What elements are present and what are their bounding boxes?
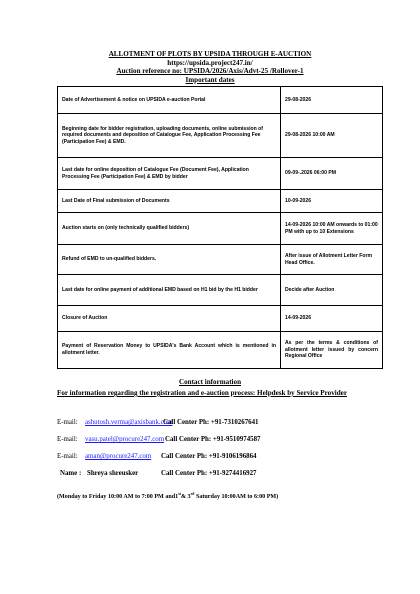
table-row [58,275,383,306]
section-subtitle: Important dates [185,75,235,84]
email-label: E-mail: [57,419,78,426]
call-center-phone: Call Center Ph: +91-9510974587 [165,436,261,443]
contact-row [57,436,261,443]
date-cell: Decide after Auction [281,275,383,306]
table-row [58,87,383,114]
table-row [58,158,383,190]
event-cell: Beginning date for bidder registration, uploading documents, online submission of required documents and deposition of Catalogue Fee, Application Processing Fee (Participation Fee) & EMD. [58,114,281,158]
call-center-phone: Call Center Ph: +91-7310267641 [163,419,259,426]
date-cell: After issue of Allotment Letter Form Head Office. [281,245,383,275]
email-link[interactable]: aman@procure247.com [85,453,152,460]
email-link[interactable]: vasu.patel@procure247.com [85,436,165,443]
hours-text: & 3 [180,494,191,501]
date-cell: 14-09-2026 [281,306,383,332]
auction-reference: Auction reference no: UPSIDA/2026/Axis/Advt-25 /Rollover-1 [116,67,304,76]
contact-row [57,453,257,460]
table-row [58,114,383,158]
call-center-phone: Call Center Ph: +91-9106196864 [161,453,257,460]
hours-superscript: st [178,492,181,496]
contact-title: Contact information [178,378,242,386]
email-label: E-mail: [57,436,78,443]
date-cell: 14-09-2026 10:00 AM onwards to 01:00 PM with up to 10 Extensions [281,213,383,245]
date-cell: 29-08-2026 10:00 AM [281,114,383,158]
contact-name: Shreya shreusker [87,470,139,477]
event-cell: Payment of Reservation Money to UPSIDA's Bank Account which is mentioned in allotment letter. [58,332,281,369]
hours-text: (Monday to Friday 10:00 AM to 7:00 PM and1 [57,494,179,501]
important-dates-table [57,86,383,369]
email-label: E-mail: [57,453,78,460]
email-link[interactable]: ashutosh.verma@axisbank.com [85,419,173,426]
name-label: Name : [60,470,82,477]
date-cell: 10-09-2026 [281,190,383,213]
date-cell: 09-09-.2026 06:00 PM [281,158,383,190]
hours-text: Saturday 10:00AM to 6:00 PM) [194,494,279,501]
contact-row [57,470,257,477]
event-cell: Last date for online deposition of Catalogue Fee (Document Fee), Application Processing Fee (Participation Fee) & EMD by bidder [58,158,281,190]
table-row [58,190,383,213]
event-cell: Closure of Auction [58,306,281,332]
table-row [58,245,383,275]
document-header [40,50,380,84]
document-title: ALLOTMENT OF PLOTS BY UPSIDA THROUGH E-AUCTION [108,50,312,58]
table-row [58,306,383,332]
date-cell: 29-08-2026 [281,87,383,114]
table-row [58,213,383,245]
event-cell: Last Date of Final submission of Documents [58,190,281,213]
event-cell: Date of Advertisement & notice on UPSIDA e-auction Portal [58,87,281,114]
contact-row [57,419,259,426]
call-center-phone: Call Center Ph: +91-9274416927 [161,470,257,477]
helpdesk-hours [57,492,278,500]
hours-superscript: rd [190,492,195,496]
table-row [58,332,383,369]
helpdesk-info: For information regarding the registration and e-auction process: Helpdesk by Service Provider [57,389,347,397]
event-cell: Auction starts on (only technically qualified bidders) [58,213,281,245]
event-cell: Refund of EMD to un-qualified bidders. [58,245,281,275]
event-cell: Last date for online payment of additional EMD based on H1 bid by the H1 bidder [58,275,281,306]
portal-url: https://upsida.project247.in/ [167,58,253,67]
date-cell: As per the terms & conditions of allotment letter issued by concern Regional Office [281,332,383,369]
